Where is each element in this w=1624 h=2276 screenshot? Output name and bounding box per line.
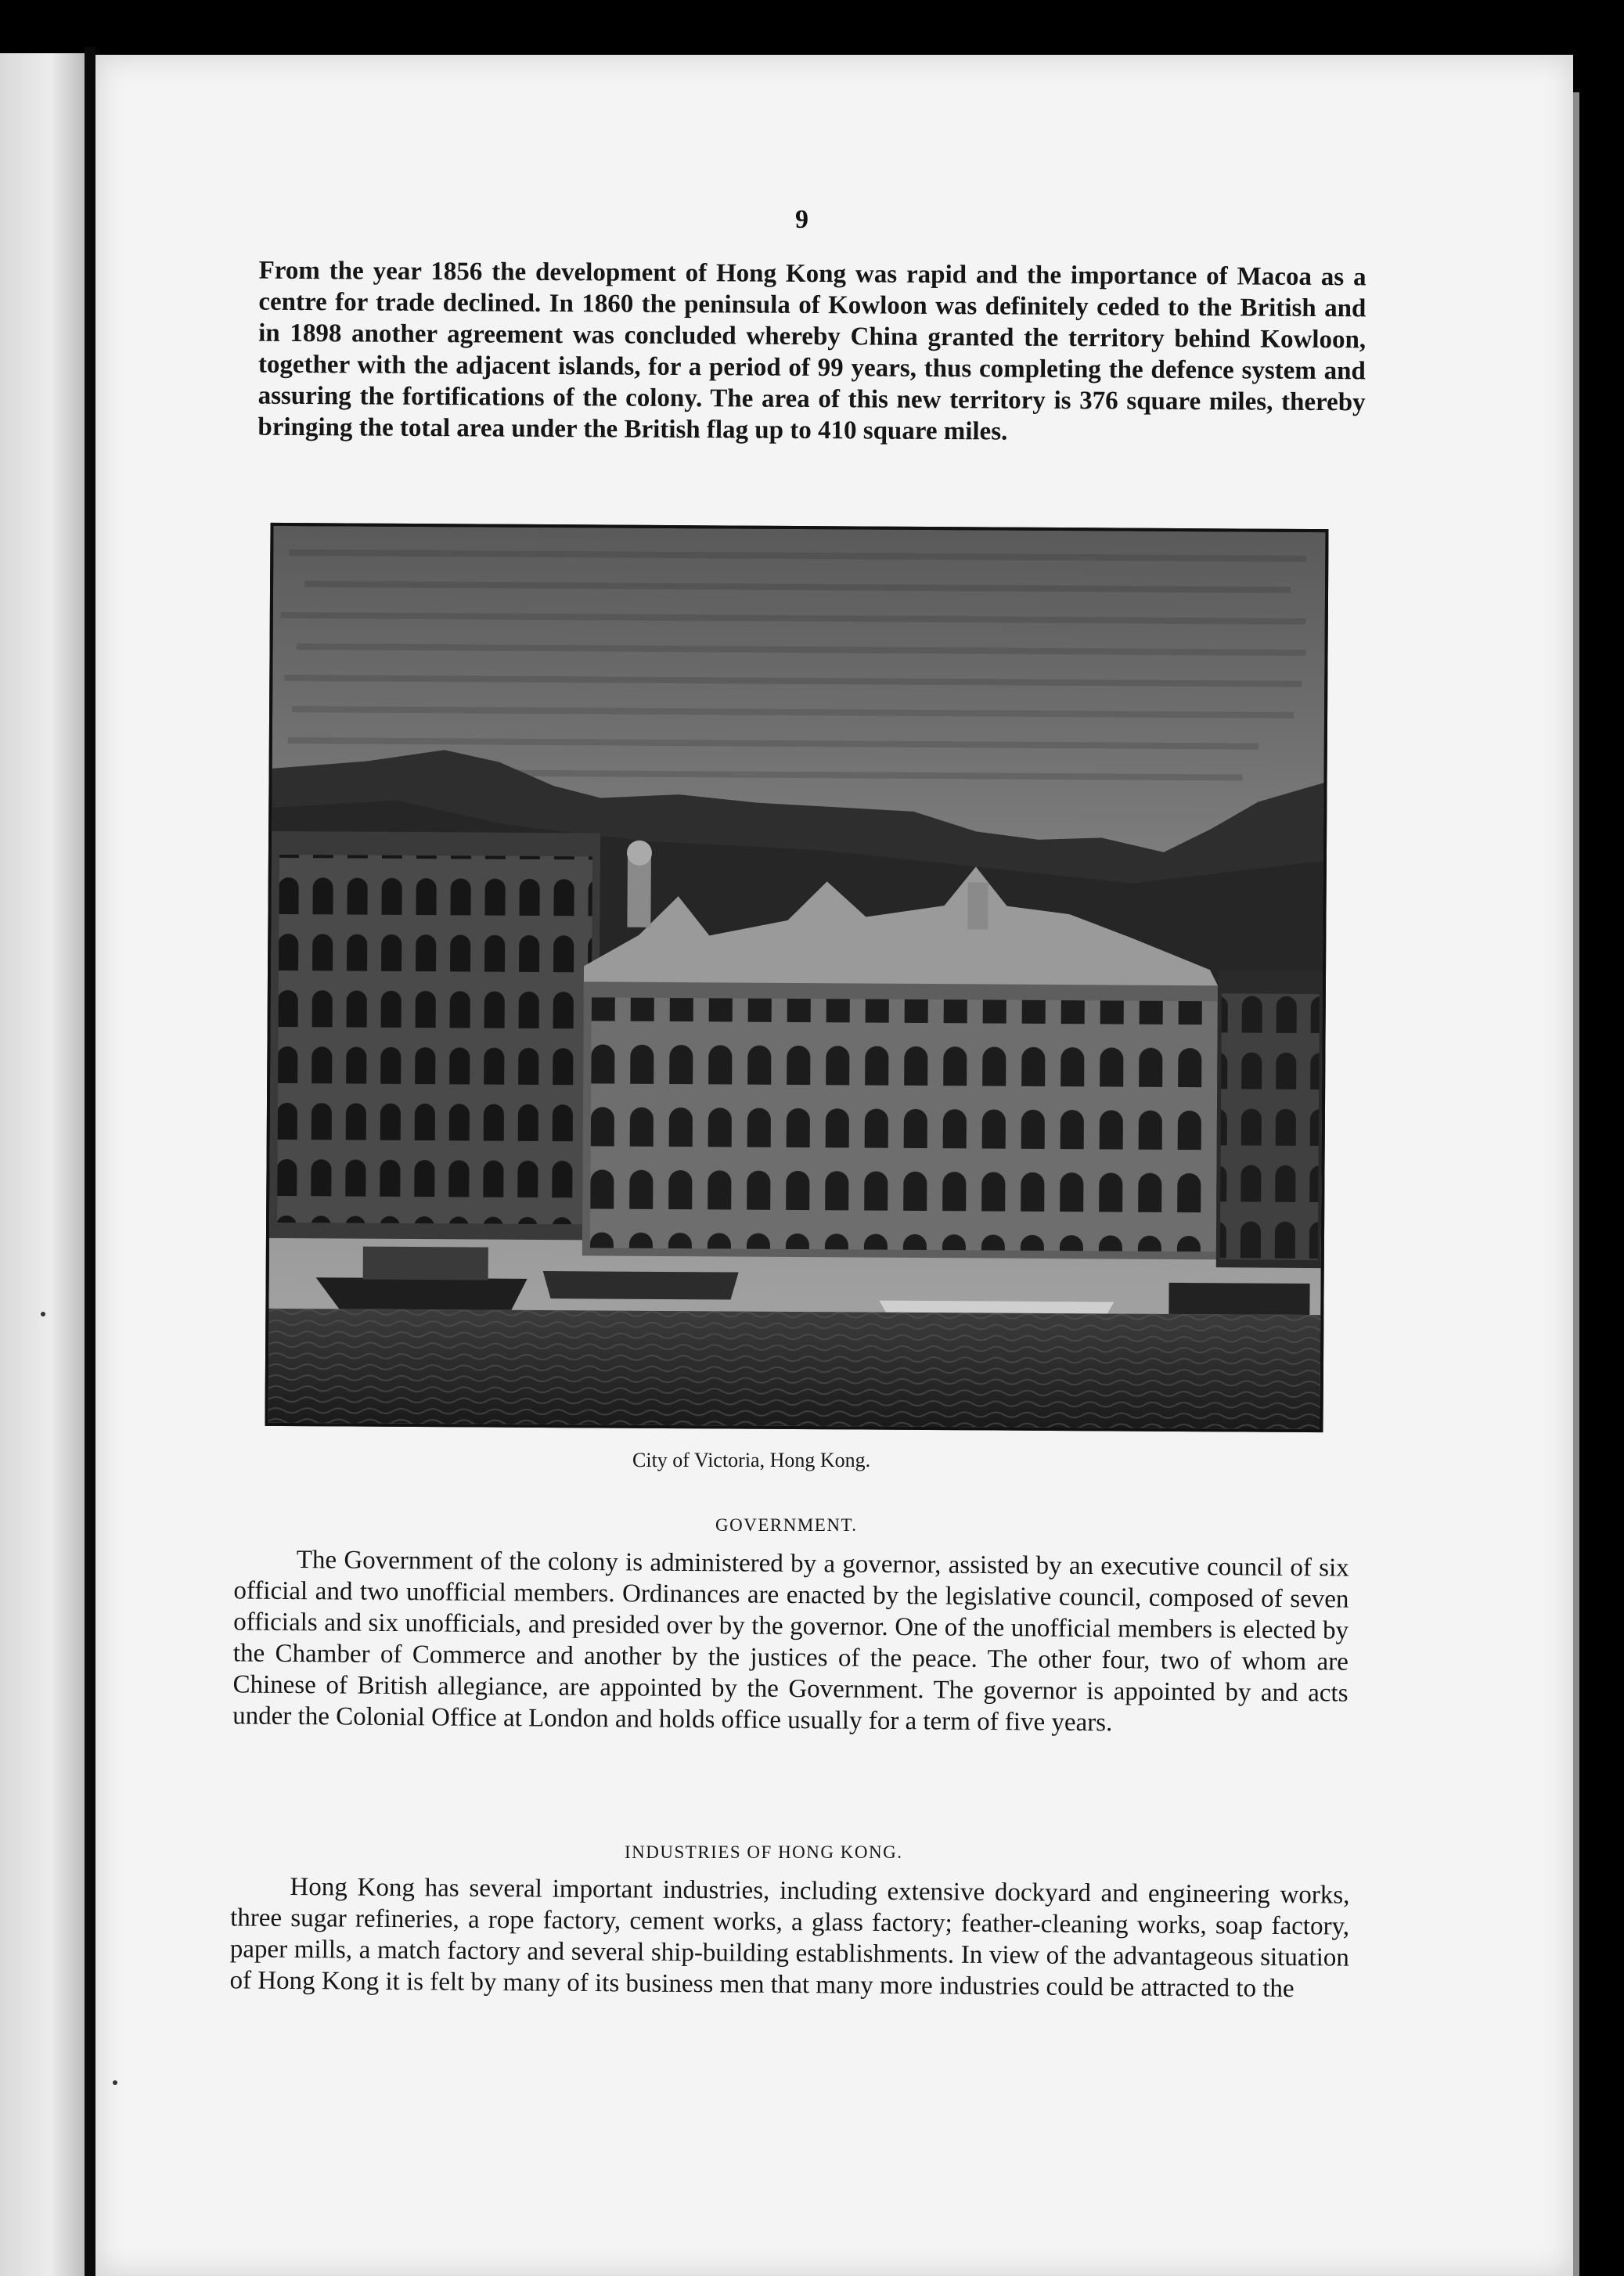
page-number: 9 <box>795 205 808 234</box>
photo-caption: City of Victoria, Hong Kong. <box>632 1449 871 1471</box>
section-heading-government: GOVERNMENT. <box>715 1515 858 1535</box>
industries-paragraph: Hong Kong has several important industries, including extensive dockyard and engineering works, three sugar refineries, a rope factory, cement works, a glass factory; feather-cleaning works, soap factory, paper mills, a match factory and several ship-building establishments. In view of the advantageous situation of Hong Kong it is felt by many of its business men that many more industries could be attracted to the <box>229 1872 1350 2004</box>
government-paragraph: The Government of the colony is administered by a governor, assisted by an executive council of six official and two unofficial members. Ordinances are enacted by the legislative council, composed of seven officials and six unofficials, and presided over by the governor. One of the unofficial members is elected by the Chamber of Commerce and another by the justices of the peace. The other four, two of whom are Chinese of British allegiance, are appointed by the Government. The governor is appointed by and acts under the Colonial Office at London and holds office usually for a term of five years. <box>232 1546 1349 1738</box>
dust-speck <box>113 2080 117 2085</box>
page-edge-shadow <box>1573 92 1579 2276</box>
book-gutter <box>85 47 95 2276</box>
intro-paragraph: From the year 1856 the development of Hong Kong was rapid and the importance of Macoa as a centre for trade declined. In 1860 the peninsula of Kowloon was definitely ceded to the British and in 1898 another agreement was concluded whereby China granted the territory behind Kowloon, together with the adjacent islands, for a period of 99 years, thus completing the defence system and assuring the fortifications of the colony. The area of this new territory is 376 square miles, thereby bringing the total area under the British flag up to 410 square miles. <box>257 256 1367 446</box>
victoria-harbour-photo <box>265 523 1328 1432</box>
facing-page-edge <box>0 53 85 2276</box>
dust-speck <box>41 1312 45 1316</box>
section-heading-industries: INDUSTRIES OF HONG KONG. <box>625 1842 903 1862</box>
